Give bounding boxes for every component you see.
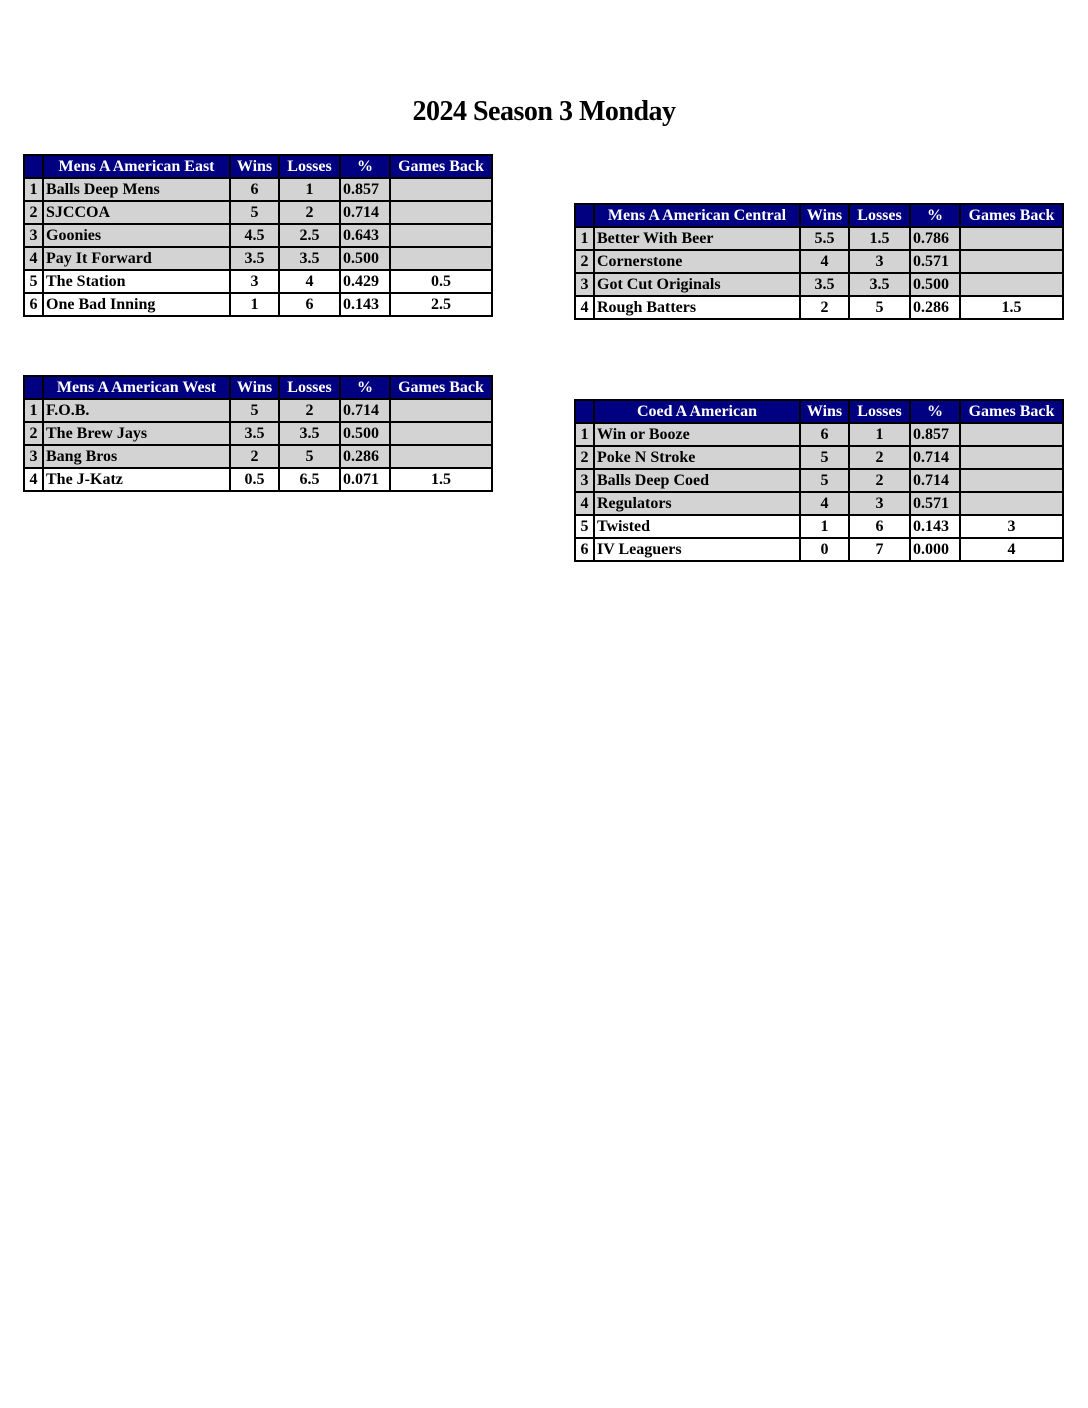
rank-header (575, 400, 594, 423)
losses-cell: 5 (279, 445, 340, 468)
wins-cell: 3.5 (230, 422, 279, 445)
rank-cell: 3 (575, 469, 594, 492)
losses-cell: 1 (849, 423, 910, 446)
games-back-header: Games Back (960, 204, 1063, 227)
division-name: Mens A American Central (594, 204, 800, 227)
wins-cell: 3.5 (230, 247, 279, 270)
wins-header: Wins (800, 204, 849, 227)
wins-cell: 2 (230, 445, 279, 468)
team-cell: Twisted (594, 515, 800, 538)
table-row (575, 446, 1063, 469)
losses-header: Losses (849, 204, 910, 227)
wins-cell: 2 (800, 296, 849, 319)
table-row (575, 469, 1063, 492)
pct-cell: 0.571 (910, 250, 960, 273)
table-row (24, 399, 492, 422)
team-cell: The Brew Jays (43, 422, 230, 445)
team-cell: The Station (43, 270, 230, 293)
pct-header: % (910, 204, 960, 227)
table-row (575, 227, 1063, 250)
losses-cell: 3.5 (279, 422, 340, 445)
games-back-cell: 4 (960, 538, 1063, 561)
pct-cell: 0.000 (910, 538, 960, 561)
wins-cell: 0 (800, 538, 849, 561)
wins-cell: 6 (230, 178, 279, 201)
pct-cell: 0.429 (340, 270, 390, 293)
pct-cell: 0.071 (340, 468, 390, 491)
wins-cell: 5 (800, 446, 849, 469)
losses-cell: 7 (849, 538, 910, 561)
division-name: Mens A American West (43, 376, 230, 399)
team-cell: Win or Booze (594, 423, 800, 446)
team-cell: Balls Deep Mens (43, 178, 230, 201)
table-row (24, 445, 492, 468)
games-back-header: Games Back (390, 155, 492, 178)
table-row (24, 422, 492, 445)
losses-cell: 6 (279, 293, 340, 316)
wins-cell: 4.5 (230, 224, 279, 247)
games-back-cell (960, 250, 1063, 273)
rank-cell: 6 (575, 538, 594, 561)
table-row (575, 515, 1063, 538)
table-row (24, 201, 492, 224)
losses-cell: 3 (849, 492, 910, 515)
pct-header: % (910, 400, 960, 423)
team-cell: Better With Beer (594, 227, 800, 250)
pct-header: % (340, 155, 390, 178)
rank-cell: 1 (24, 399, 43, 422)
pct-header: % (340, 376, 390, 399)
games-back-header: Games Back (390, 376, 492, 399)
pct-cell: 0.500 (340, 247, 390, 270)
pct-cell: 0.714 (340, 201, 390, 224)
table-header-row (24, 376, 492, 399)
team-cell: IV Leaguers (594, 538, 800, 561)
games-back-cell (390, 445, 492, 468)
pct-cell: 0.286 (340, 445, 390, 468)
games-back-cell (390, 224, 492, 247)
pct-cell: 0.786 (910, 227, 960, 250)
wins-cell: 3 (230, 270, 279, 293)
table-row (575, 492, 1063, 515)
rank-cell: 2 (24, 422, 43, 445)
team-cell: Regulators (594, 492, 800, 515)
rank-cell: 6 (24, 293, 43, 316)
games-back-cell (960, 469, 1063, 492)
wins-cell: 5 (800, 469, 849, 492)
rank-cell: 2 (24, 201, 43, 224)
losses-cell: 3.5 (279, 247, 340, 270)
wins-cell: 4 (800, 492, 849, 515)
table-header-row (575, 204, 1063, 227)
team-cell: Got Cut Originals (594, 273, 800, 296)
losses-cell: 4 (279, 270, 340, 293)
pct-cell: 0.143 (910, 515, 960, 538)
rank-cell: 3 (575, 273, 594, 296)
rank-header (24, 376, 43, 399)
games-back-cell (390, 399, 492, 422)
wins-cell: 5 (230, 399, 279, 422)
table-row (575, 423, 1063, 446)
losses-cell: 2.5 (279, 224, 340, 247)
table-header-row (575, 400, 1063, 423)
wins-cell: 3.5 (800, 273, 849, 296)
team-cell: Poke N Stroke (594, 446, 800, 469)
losses-cell: 5 (849, 296, 910, 319)
pct-cell: 0.286 (910, 296, 960, 319)
losses-header: Losses (279, 376, 340, 399)
losses-cell: 2 (849, 446, 910, 469)
rank-cell: 2 (575, 446, 594, 469)
team-cell: One Bad Inning (43, 293, 230, 316)
rank-cell: 4 (575, 492, 594, 515)
standings-table-mens-a-american-central (574, 203, 1064, 320)
games-back-cell (960, 492, 1063, 515)
page-title: 2024 Season 3 Monday (412, 96, 676, 127)
games-back-cell: 3 (960, 515, 1063, 538)
standings-table-mens-a-american-east (23, 154, 493, 317)
table-row (575, 273, 1063, 296)
division-name: Mens A American East (43, 155, 230, 178)
standings-table-coed-a-american (574, 399, 1064, 562)
games-back-cell (960, 446, 1063, 469)
wins-header: Wins (800, 400, 849, 423)
table-header-row (24, 155, 492, 178)
team-cell: Pay It Forward (43, 247, 230, 270)
wins-cell: 5.5 (800, 227, 849, 250)
losses-cell: 3 (849, 250, 910, 273)
losses-cell: 1 (279, 178, 340, 201)
team-cell: Rough Batters (594, 296, 800, 319)
rank-cell: 3 (24, 224, 43, 247)
wins-cell: 5 (230, 201, 279, 224)
rank-cell: 5 (24, 270, 43, 293)
losses-cell: 6.5 (279, 468, 340, 491)
team-cell: Bang Bros (43, 445, 230, 468)
team-cell: SJCCOA (43, 201, 230, 224)
team-cell: Cornerstone (594, 250, 800, 273)
pct-cell: 0.643 (340, 224, 390, 247)
team-cell: F.O.B. (43, 399, 230, 422)
pct-cell: 0.857 (340, 178, 390, 201)
team-cell: Balls Deep Coed (594, 469, 800, 492)
wins-header: Wins (230, 155, 279, 178)
pct-cell: 0.500 (340, 422, 390, 445)
losses-header: Losses (279, 155, 340, 178)
rank-header (575, 204, 594, 227)
wins-cell: 6 (800, 423, 849, 446)
team-cell: The J-Katz (43, 468, 230, 491)
pct-cell: 0.714 (340, 399, 390, 422)
games-back-cell (390, 422, 492, 445)
table-row (24, 270, 492, 293)
losses-cell: 1.5 (849, 227, 910, 250)
table-row (24, 293, 492, 316)
rank-cell: 4 (24, 468, 43, 491)
table-row (575, 250, 1063, 273)
pct-cell: 0.571 (910, 492, 960, 515)
wins-header: Wins (230, 376, 279, 399)
losses-header: Losses (849, 400, 910, 423)
games-back-cell: 1.5 (960, 296, 1063, 319)
wins-cell: 1 (230, 293, 279, 316)
losses-cell: 2 (849, 469, 910, 492)
games-back-cell (390, 247, 492, 270)
table-row (24, 224, 492, 247)
games-back-cell: 0.5 (390, 270, 492, 293)
rank-cell: 3 (24, 445, 43, 468)
team-cell: Goonies (43, 224, 230, 247)
table-row (24, 178, 492, 201)
standings-table-mens-a-american-west (23, 375, 493, 492)
rank-cell: 4 (24, 247, 43, 270)
table-row (575, 538, 1063, 561)
rank-cell: 5 (575, 515, 594, 538)
rank-cell: 4 (575, 296, 594, 319)
losses-cell: 2 (279, 201, 340, 224)
wins-cell: 4 (800, 250, 849, 273)
losses-cell: 6 (849, 515, 910, 538)
table-row (24, 468, 492, 491)
pct-cell: 0.500 (910, 273, 960, 296)
games-back-cell: 2.5 (390, 293, 492, 316)
pct-cell: 0.143 (340, 293, 390, 316)
rank-header (24, 155, 43, 178)
games-back-header: Games Back (960, 400, 1063, 423)
games-back-cell (390, 178, 492, 201)
wins-cell: 0.5 (230, 468, 279, 491)
table-row (24, 247, 492, 270)
losses-cell: 2 (279, 399, 340, 422)
table-row (575, 296, 1063, 319)
games-back-cell (960, 273, 1063, 296)
games-back-cell (960, 227, 1063, 250)
games-back-cell: 1.5 (390, 468, 492, 491)
pct-cell: 0.857 (910, 423, 960, 446)
pct-cell: 0.714 (910, 446, 960, 469)
rank-cell: 1 (575, 227, 594, 250)
rank-cell: 1 (575, 423, 594, 446)
division-name: Coed A American (594, 400, 800, 423)
wins-cell: 1 (800, 515, 849, 538)
rank-cell: 2 (575, 250, 594, 273)
pct-cell: 0.714 (910, 469, 960, 492)
losses-cell: 3.5 (849, 273, 910, 296)
rank-cell: 1 (24, 178, 43, 201)
games-back-cell (960, 423, 1063, 446)
games-back-cell (390, 201, 492, 224)
